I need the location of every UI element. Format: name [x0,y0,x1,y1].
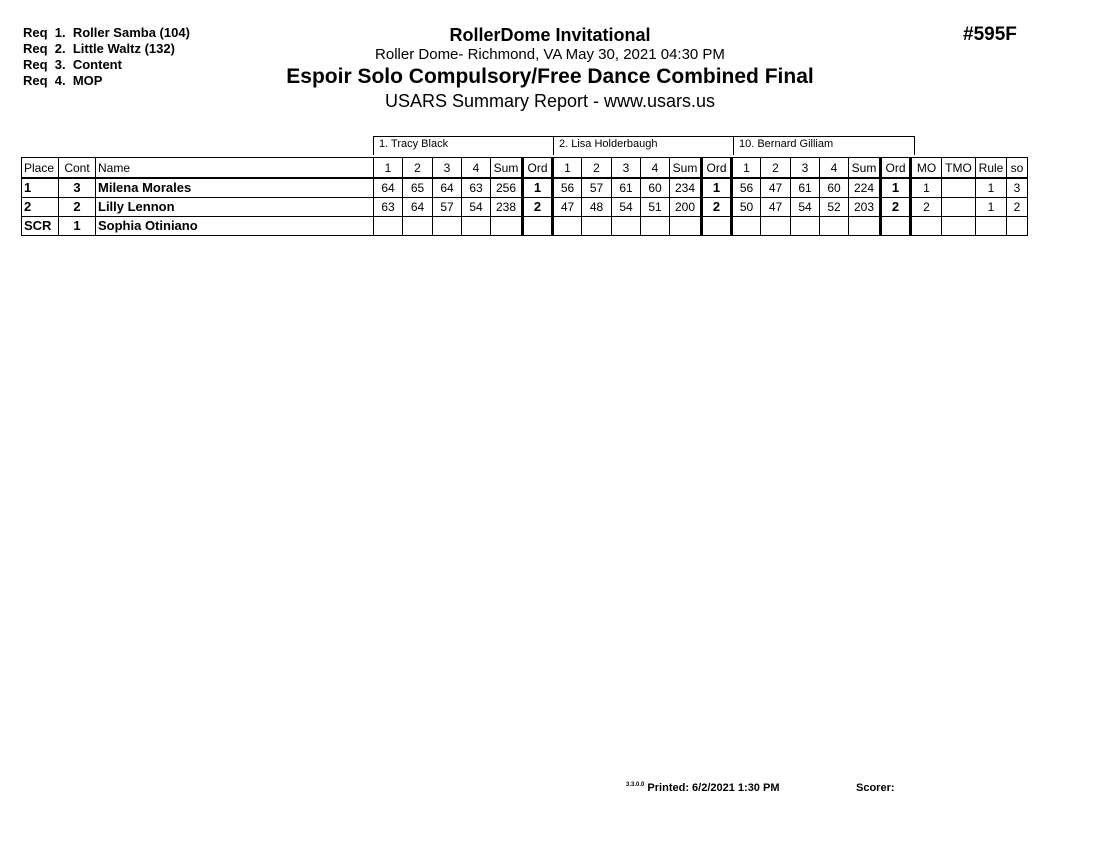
j2-sum-header: Sum [670,158,702,179]
j2-score3-header: 3 [612,158,641,179]
j2-score2-header: 2 [582,158,612,179]
so-header: so [1007,158,1028,179]
cont-cell: 3 [59,178,96,198]
report-name: USARS Summary Report - www.usars.us [384,91,716,111]
score-cell: 54 [462,198,491,217]
event-title: Espoir Solo Compulsory/Free Dance Combined Final [286,65,814,88]
score-cell: 65 [403,178,433,198]
requirement-2: Req 2. Little Waltz (132) [23,41,175,56]
cont-cell: 1 [59,217,96,236]
mo-header: MO [911,158,942,179]
sum-cell: 238 [491,198,523,217]
ord-cell: 1 [881,178,911,198]
score-cell: 51 [641,198,670,217]
score-cell: 60 [820,178,849,198]
j3-score3-header: 3 [791,158,820,179]
printed-info [626,782,779,794]
score-cell: 56 [732,178,761,198]
score-cell [553,217,582,236]
ord-cell [881,217,911,236]
ord-cell: 2 [523,198,553,217]
judge-1-header: 1. Tracy Black [373,136,554,155]
score-cell [791,217,820,236]
j2-score4-header: 4 [641,158,670,179]
score-cell: 63 [462,178,491,198]
requirement-4: Req 4. MOP [23,73,103,88]
cont-header: Cont [59,158,96,179]
scorer-label: Scorer: [856,782,895,794]
report-header [240,24,860,112]
name-header: Name [96,158,374,179]
tmo-cell [942,217,976,236]
score-cell [582,217,612,236]
score-cell: 57 [433,198,462,217]
j3-score4-header: 4 [820,158,849,179]
skater-name: Lilly Lennon [96,198,374,217]
mo-cell: 1 [911,178,942,198]
score-cell [374,217,403,236]
j2-ord-header: Ord [702,158,732,179]
ord-cell [523,217,553,236]
rule-cell: 1 [976,198,1007,217]
event-code: #595F [963,24,1017,45]
j3-sum-header: Sum [849,158,881,179]
j3-score2-header: 2 [761,158,791,179]
judge-2-header: 2. Lisa Holderbaugh [553,136,734,155]
place-cell: 1 [22,178,59,198]
score-cell: 47 [761,198,791,217]
mo-cell: 2 [911,198,942,217]
requirement-1: Req 1. Roller Samba (104) [23,25,190,40]
score-cell: 63 [374,198,403,217]
j3-score1-header: 1 [732,158,761,179]
so-cell [1007,217,1028,236]
table-row [22,198,1028,217]
cont-cell: 2 [59,198,96,217]
j1-score4-header: 4 [462,158,491,179]
score-cell: 61 [612,178,641,198]
score-cell: 48 [582,198,612,217]
requirement-3: Req 3. Content [23,57,122,72]
score-cell: 64 [433,178,462,198]
table-row [22,217,1028,236]
score-cell: 56 [553,178,582,198]
tmo-header: TMO [942,158,976,179]
skater-name: Milena Morales [96,178,374,198]
column-header-row [22,158,1028,179]
j1-sum-header: Sum [491,158,523,179]
ord-cell: 1 [702,178,732,198]
score-cell [433,217,462,236]
j2-score1-header: 1 [553,158,582,179]
sum-cell: 203 [849,198,881,217]
software-version: 3.3.0.0 [626,782,645,788]
mo-cell [911,217,942,236]
sum-cell: 224 [849,178,881,198]
venue-date: Roller Dome- Richmond, VA May 30, 2021 04:30 PM [375,46,725,63]
rule-cell: 1 [976,178,1007,198]
score-cell [761,217,791,236]
table-row [22,178,1028,198]
judge-3-header: 10. Bernard Gilliam [733,136,915,155]
j1-score3-header: 3 [433,158,462,179]
sum-cell [670,217,702,236]
score-cell: 57 [582,178,612,198]
j3-ord-header: Ord [881,158,911,179]
j1-ord-header: Ord [523,158,553,179]
competition-title: RollerDome Invitational [449,25,651,45]
j1-score2-header: 2 [403,158,433,179]
place-header: Place [22,158,59,179]
tmo-cell [942,178,976,198]
sum-cell: 200 [670,198,702,217]
ord-cell: 1 [523,178,553,198]
score-cell [732,217,761,236]
sum-cell [491,217,523,236]
sum-cell [849,217,881,236]
tmo-cell [942,198,976,217]
so-cell: 2 [1007,198,1028,217]
score-cell [820,217,849,236]
ord-cell: 2 [881,198,911,217]
score-cell: 50 [732,198,761,217]
score-cell: 47 [553,198,582,217]
skater-name: Sophia Otiniano [96,217,374,236]
printed-date: Printed: 6/2/2021 1:30 PM [647,782,780,794]
score-cell: 52 [820,198,849,217]
rule-header: Rule [976,158,1007,179]
score-cell: 47 [761,178,791,198]
place-cell: 2 [22,198,59,217]
score-cell [403,217,433,236]
sum-cell: 234 [670,178,702,198]
score-cell: 64 [374,178,403,198]
so-cell: 3 [1007,178,1028,198]
place-cell: SCR [22,217,59,236]
score-cell: 54 [612,198,641,217]
score-cell: 60 [641,178,670,198]
ord-cell [702,217,732,236]
j1-score1-header: 1 [374,158,403,179]
score-cell [641,217,670,236]
score-cell: 54 [791,198,820,217]
ord-cell: 2 [702,198,732,217]
results-table [21,157,1028,236]
score-cell [462,217,491,236]
requirements-list [23,25,190,89]
score-cell [612,217,641,236]
score-cell: 64 [403,198,433,217]
rule-cell [976,217,1007,236]
score-cell: 61 [791,178,820,198]
sum-cell: 256 [491,178,523,198]
